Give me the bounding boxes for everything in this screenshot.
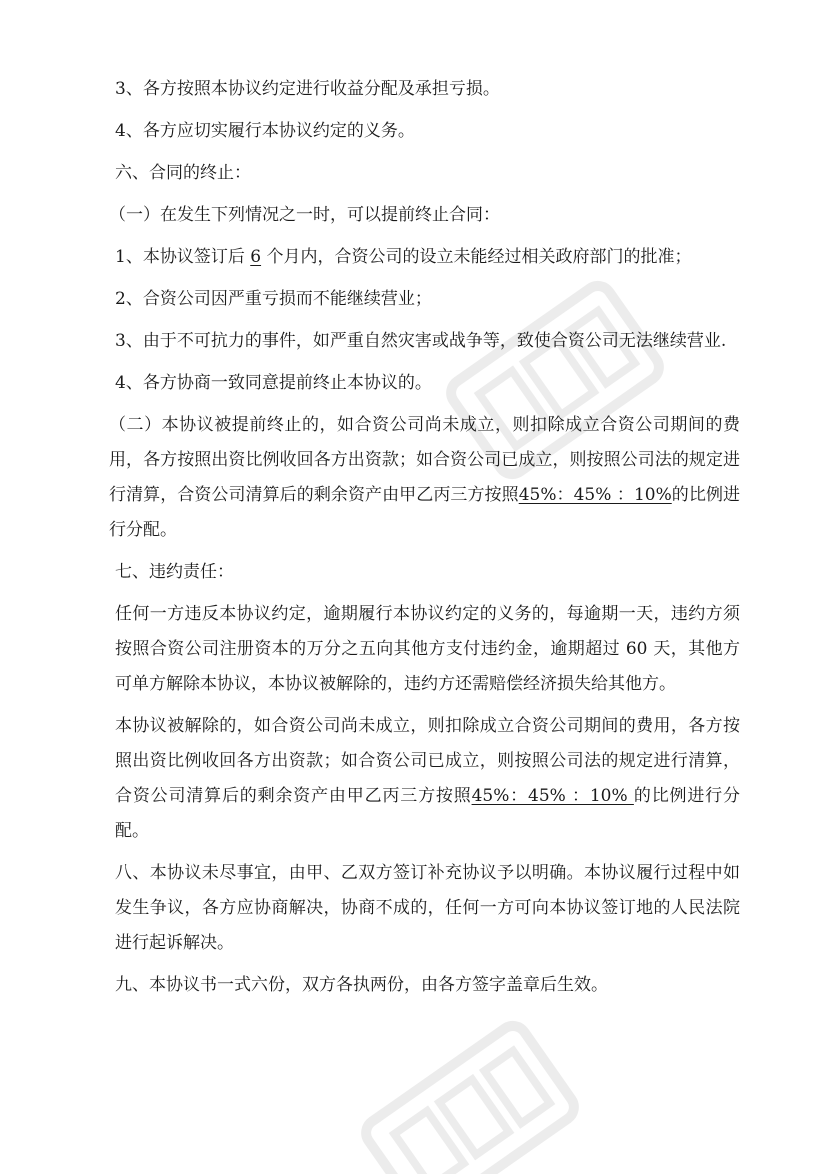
paragraph-serious-loss <box>115 282 740 317</box>
paragraph-text: 九、本协议书一式六份，双方各执两份，由各方签字盖章后生效。 <box>115 975 608 995</box>
paragraph-force-majeure <box>115 324 740 359</box>
paragraph-text-tail: 的比例进行分配。 <box>115 786 741 841</box>
document-body <box>109 72 741 1003</box>
paragraph-text: 3、由于不可抗力的事件，如严重自然灾害或战争等，致使合资公司无法继续营业. <box>115 331 727 351</box>
paragraph-text: 1、本协议签订后 <box>115 247 251 267</box>
paragraph-text: 八、本协议未尽事宜，由甲、乙双方签订补充协议予以明确。本协议履行过程中如发生争议，各方应协商解决，协商不成的，任何一方可向本协议签订地的人民法院进行起诉解决。 <box>115 863 740 953</box>
subsection-early-termination <box>109 198 740 233</box>
underlined-ratio: 45%：45% ：10% <box>471 786 634 806</box>
paragraph-text: 本协议被解除的，如合资公司尚未成立，则扣除成立合资公司期间的费用，各方按照出资比例收回各方出资款；如合资公司已成立，则按照公司法的规定进行清算，合资公司清算后的剩余资产由甲乙丙三方按照 <box>115 716 740 806</box>
paragraph-penalty <box>115 597 740 702</box>
paragraph-copies <box>115 968 740 1003</box>
underlined-months: 6 <box>250 247 262 267</box>
paragraph-text: 任何一方违反本协议约定，逾期履行本协议约定的义务的，每逾期一天，违约方须按照合资公司注册资本的万分之五向其他方支付违约金，逾期超过 60 天，其他方可单方解除本协议，本协议被解除的，违约方还需赔偿经济损失给其他方。 <box>115 604 740 694</box>
paragraph-profit-distribution <box>115 72 740 107</box>
paragraph-text: 4、各方协商一致同意提前终止本协议的。 <box>115 373 432 393</box>
subsection-termination-settlement <box>109 408 740 548</box>
watermark-mark-2 <box>361 1020 580 1174</box>
paragraph-text: 3、各方按照本协议约定进行收益分配及承担亏损。 <box>115 79 500 99</box>
heading-text: 六、合同的终止： <box>115 163 251 183</box>
paragraph-text: （一）在发生下列情况之一时，可以提前终止合同： <box>109 205 500 225</box>
paragraph-text-tail: 的比例进行分配。 <box>109 485 741 540</box>
underlined-ratio: 45%：45% ：10% <box>518 485 672 505</box>
section-heading-liability <box>115 555 740 590</box>
paragraph-dispute-resolution <box>115 856 740 961</box>
paragraph-approval-deadline <box>115 240 740 275</box>
paragraph-text-tail: 个月内，合资公司的设立未能经过相关政府部门的批准； <box>261 247 692 267</box>
paragraph-fulfill-obligations <box>115 114 740 149</box>
paragraph-text: 2、合资公司因严重亏损而不能继续营业； <box>115 289 432 309</box>
heading-text: 七、违约责任： <box>115 562 234 582</box>
paragraph-text: 4、各方应切实履行本协议约定的义务。 <box>115 121 415 141</box>
paragraph-text: （二）本协议被提前终止的，如合资公司尚未成立，则扣除成立合资公司期间的费用，各方按照出资比例收回各方出资款；如合资公司已成立，则按照公司法的规定进行清算，合资公司清算后的剩余资产由甲乙丙三方按照 <box>109 415 740 505</box>
paragraph-mutual-agreement <box>115 366 740 401</box>
section-heading-termination <box>115 156 740 191</box>
paragraph-rescission-settlement <box>115 709 740 849</box>
